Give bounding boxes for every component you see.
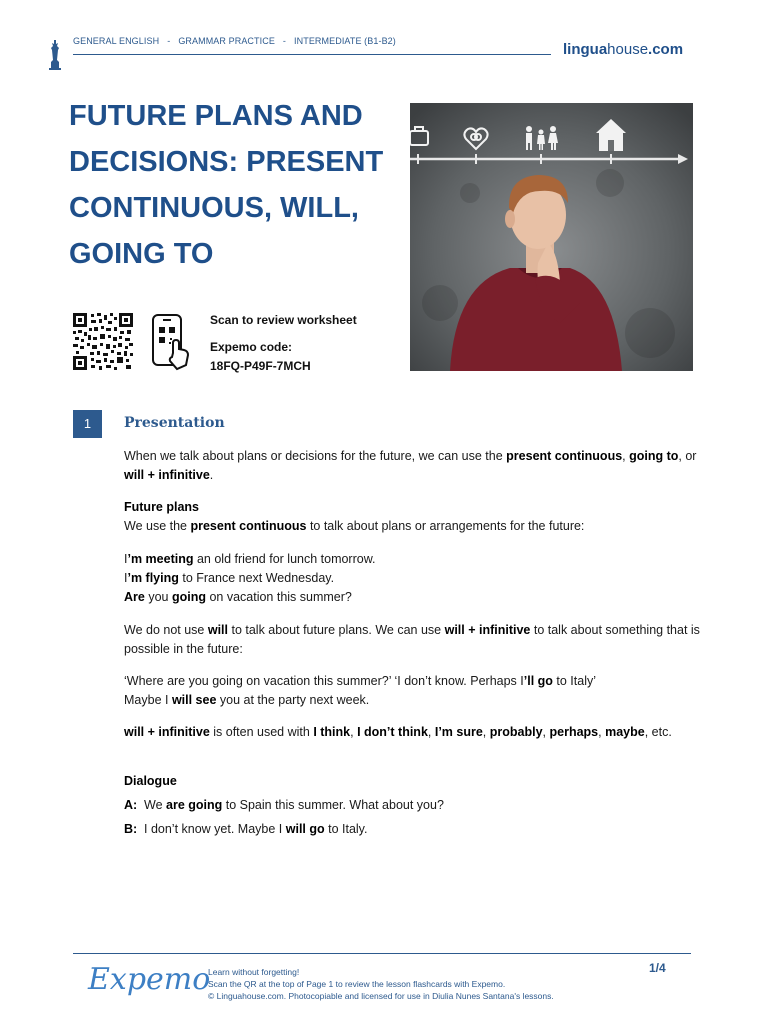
text: We do not use [124,623,208,637]
example-line [124,588,704,607]
breadcrumb-separator: - [282,36,287,46]
dialogue-line-b [124,820,704,839]
expemo-code-label: Expemo code: [210,340,293,354]
text: you at the party next week. [216,693,370,707]
text: , [427,725,435,739]
subheading: Future plans [124,500,200,514]
title-line: GOING TO [69,238,214,270]
logo-part-bold: lingua [563,41,608,58]
text: , [622,449,630,463]
keyword: perhaps [549,725,599,739]
examples-will [124,672,704,710]
speaker-label: A: [124,798,138,812]
page-number: 1/4 [649,961,666,975]
text: . [209,468,214,482]
statue-of-liberty-icon [48,38,62,70]
text: , [482,725,490,739]
example-line [124,672,704,691]
example-line [124,550,704,569]
keyword: I think [313,725,351,739]
text: , or [678,449,697,463]
keyword: I’m sure [434,725,483,739]
keyword: are going [166,798,223,812]
text: you [144,590,172,604]
breadcrumb-level-range: INTERMEDIATE (B1-B2) [294,36,396,46]
breadcrumb-category: GRAMMAR PRACTICE [178,36,275,46]
examples-present-continuous [124,550,704,607]
section-title: Presentation [124,415,225,431]
breadcrumb-level: GENERAL ENGLISH [73,36,160,46]
breadcrumb-separator: - [167,36,171,46]
keyword: will + infinitive [124,468,210,482]
keyword: present continuous [190,519,307,533]
text: to Italy. [324,822,368,836]
example-line [124,569,704,588]
keyword: going [171,590,206,604]
text: I [124,552,128,566]
lesson-content [124,0,704,1024]
expemo-logo[interactable]: Expemo [88,962,211,997]
keyword: maybe [605,725,645,739]
future-plans-block [124,498,704,536]
expemo-code[interactable]: 18FQ-P49F-7MCH [210,359,311,373]
keyword: ’m meeting [127,552,194,566]
footer-notice [208,966,554,1002]
text: Maybe I [124,693,172,707]
title-line: CONTINUOUS, WILL, [69,192,359,224]
text: to talk about plans or arrangements for the future: [306,519,585,533]
text: When we talk about plans or decisions for the future, we can use the [124,449,507,463]
keyword: will go [285,822,325,836]
speaker-label: B: [124,822,138,836]
text: to talk about something that is possible in the future: [124,623,700,656]
keyword: will + infinitive [124,725,210,739]
scan-label: Scan to review worksheet [210,313,357,327]
footer-copyright: © Linguahouse.com. Photocopiable and licensed for use in Diulia Nunes Santana's lessons. [208,991,554,1001]
text: , [542,725,550,739]
title-line: FUTURE PLANS AND [69,100,363,132]
keyword: I don’t think [357,725,428,739]
text: We use the [124,519,191,533]
often-used-paragraph [124,723,704,742]
keyword: will see [171,693,217,707]
logo-part-light: house [607,41,649,58]
dialogue-line-a [124,796,704,815]
keyword: probably [489,725,543,739]
footer-tagline: Learn without forgetting! [208,967,300,977]
will-paragraph [124,621,704,659]
footer-instruction: Scan the QR at the top of Page 1 to review the lesson flashcards with Expemo. [208,979,506,989]
text: We [144,798,166,812]
text: to talk about future plans. We can use [228,623,445,637]
footer-divider [73,953,691,954]
title-line: DECISIONS: PRESENT [69,146,384,178]
text: to Spain this summer. What about you? [222,798,444,812]
text: , [350,725,358,739]
text: to France next Wednesday. [178,571,335,585]
text: I don’t know yet. Maybe I [144,822,286,836]
keyword: will + infinitive [444,623,531,637]
keyword: ’ll go [523,674,553,688]
logo-part-tld: .com [648,41,684,58]
text: , etc. [644,725,672,739]
text: is often used with [209,725,314,739]
example-line [124,691,704,710]
text: an old friend for lunch tomorrow. [193,552,376,566]
keyword: ’m flying [127,571,179,585]
dialogue-block [124,772,704,839]
subheading: Dialogue [124,774,177,788]
text: ‘Where are you going on vacation this summer?’ ‘I don’t know. Perhaps I [124,674,524,688]
keyword: will [207,623,229,637]
intro-paragraph [124,447,704,485]
text: to Italy’ [552,674,596,688]
keyword: present continuous [506,449,623,463]
text: on vacation this summer? [205,590,352,604]
keyword: Are [124,590,145,604]
keyword: going to [629,449,679,463]
text: , [598,725,606,739]
text: I [124,571,128,585]
section-number-badge: 1 [73,410,102,438]
